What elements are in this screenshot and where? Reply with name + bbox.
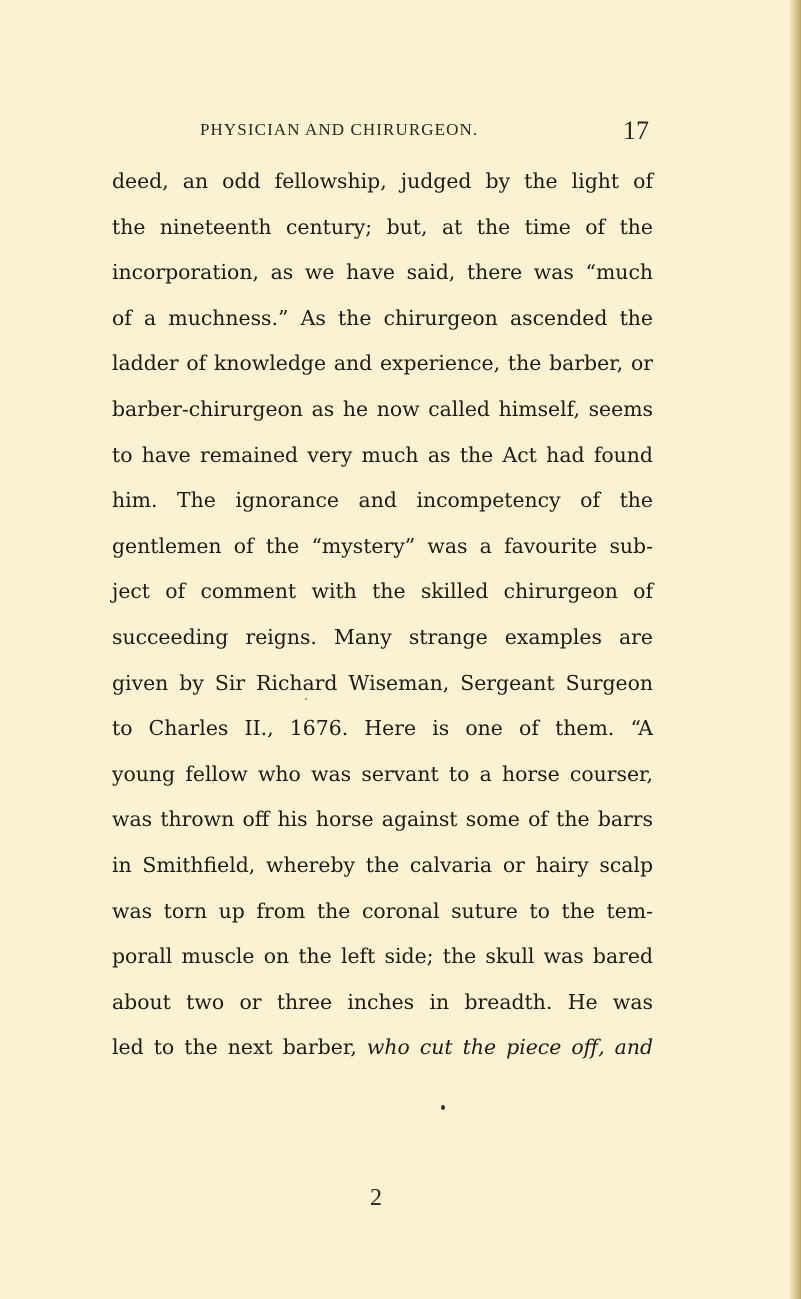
text-line: to Charles II., 1676. Here is one of them. “A [112,716,653,741]
text-line: barber-chirurgeon as he now called himself, seems [112,396,653,421]
text-line: incorporation, as we have said, there was “much [112,260,653,285]
text-line: gentlemen of the “mystery” was a favourite sub- [112,533,653,558]
page-edge [790,0,801,1299]
text-line-last [112,1025,653,1071]
ink-speck [305,698,307,700]
ink-speck [441,1105,445,1110]
text-line: ject of comment with the skilled chirurgeon of [112,579,653,604]
text-plain: led to the next barber, [112,1035,357,1060]
text-line: ladder of knowledge and experience, the barber, or [112,351,653,376]
signature-mark: 2 [370,1185,382,1211]
page-number: 17 [623,116,649,145]
text-line: was thrown off his horse against some of the barrs [112,807,653,832]
running-head: PHYSICIAN AND CHIRURGEON. [200,120,479,139]
body-text [112,159,653,1071]
text-line: about two or three inches in breadth. He was [112,989,653,1014]
text-line: the nineteenth century; but, at the time of the [112,214,653,239]
text-line: given by Sir Richard Wiseman, Sergeant Surgeon [112,670,653,695]
text-italic: who cut the piece off, and [366,1035,654,1060]
text-line: deed, an odd fellowship, judged by the light of [112,169,653,193]
text-line: young fellow who was servant to a horse courser, [112,761,653,786]
text-line: of a muchness.” As the chirurgeon ascended the [112,305,653,330]
text-line: succeeding reigns. Many strange examples are [112,624,653,649]
page-header [0,116,801,146]
text-line: porall muscle on the left side; the skull was bared [112,944,653,969]
text-line: him. The ignorance and incompetency of the [112,488,653,513]
text-line: in Smithfield, whereby the calvaria or hairy scalp [112,852,653,877]
text-line: to have remained very much as the Act had found [112,442,653,467]
text-line: was torn up from the coronal suture to the tem- [112,898,653,923]
